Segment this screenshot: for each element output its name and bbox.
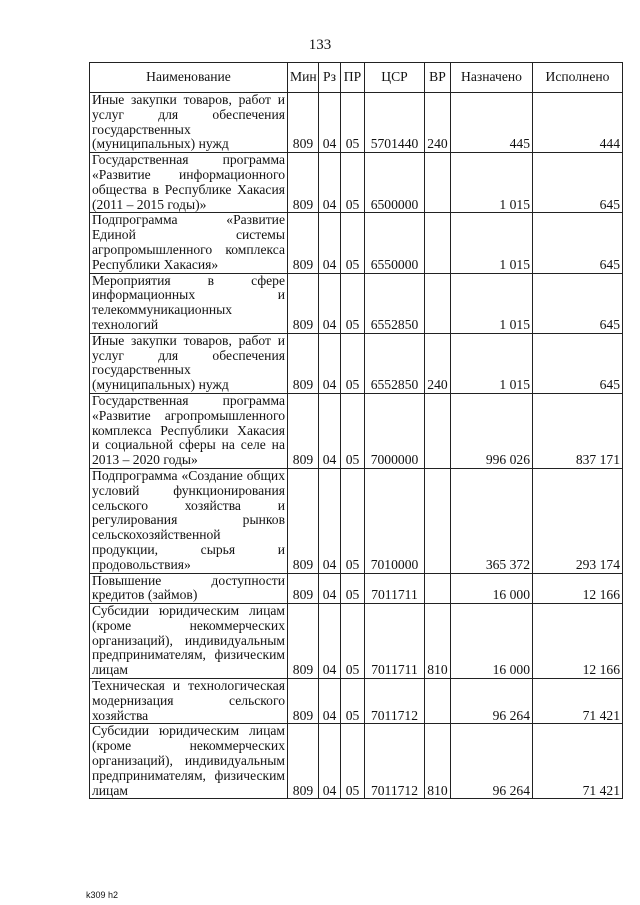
row-assigned: 1 015 — [451, 213, 533, 273]
table-row — [90, 393, 623, 468]
table-row — [90, 679, 623, 724]
budget-table — [89, 62, 623, 799]
row-executed: 71 421 — [533, 679, 623, 724]
row-executed: 645 — [533, 213, 623, 273]
row-pr: 05 — [341, 273, 365, 333]
row-csr: 5701440 — [365, 93, 425, 153]
row-assigned: 16 000 — [451, 604, 533, 679]
table-row — [90, 724, 623, 799]
table-row — [90, 604, 623, 679]
row-name: Подпрограмма «Развитие Единой системы агропромышленного комплекса Республики Хакасия» — [90, 213, 288, 273]
row-vr — [425, 153, 451, 213]
row-pr: 05 — [341, 93, 365, 153]
row-min: 809 — [288, 724, 319, 799]
row-csr: 6552850 — [365, 273, 425, 333]
row-executed: 12 166 — [533, 604, 623, 679]
table-row — [90, 213, 623, 273]
row-rz: 04 — [319, 273, 341, 333]
table-row — [90, 153, 623, 213]
page-number: 133 — [308, 37, 332, 53]
row-name: Иные закупки товаров, работ и услуг для обеспечения государственных (муниципальных) нужд — [90, 93, 288, 153]
table-row — [90, 573, 623, 604]
row-rz: 04 — [319, 724, 341, 799]
row-name: Иные закупки товаров, работ и услуг для обеспечения государственных (муниципальных) нужд — [90, 333, 288, 393]
header-min: Мин — [288, 63, 319, 93]
row-assigned: 1 015 — [451, 273, 533, 333]
row-executed: 444 — [533, 93, 623, 153]
row-vr — [425, 393, 451, 468]
row-min: 809 — [288, 679, 319, 724]
row-executed: 293 174 — [533, 468, 623, 573]
table-row — [90, 273, 623, 333]
row-vr: 240 — [425, 333, 451, 393]
table-row — [90, 93, 623, 153]
row-rz: 04 — [319, 333, 341, 393]
row-csr: 7010000 — [365, 468, 425, 573]
row-csr: 6550000 — [365, 213, 425, 273]
row-vr — [425, 213, 451, 273]
row-min: 809 — [288, 153, 319, 213]
row-min: 809 — [288, 604, 319, 679]
row-name: Государственная программа «Развитие агропромышленного комплекса Республики Хакасия и социальной сферы на селе на 2013 – 2020 годы» — [90, 393, 288, 468]
row-name: Государственная программа «Развитие информационного общества в Республике Хакасия (2011 – 2015 годы)» — [90, 153, 288, 213]
row-assigned: 1 015 — [451, 153, 533, 213]
header-name: Наименование — [90, 63, 288, 93]
table-header-row — [90, 63, 623, 93]
row-csr: 7011712 — [365, 724, 425, 799]
row-vr — [425, 573, 451, 604]
row-min: 809 — [288, 213, 319, 273]
row-pr: 05 — [341, 604, 365, 679]
row-csr: 6552850 — [365, 333, 425, 393]
row-csr: 6500000 — [365, 153, 425, 213]
row-rz: 04 — [319, 153, 341, 213]
row-pr: 05 — [341, 573, 365, 604]
row-assigned: 16 000 — [451, 573, 533, 604]
row-rz: 04 — [319, 679, 341, 724]
row-name: Субсидии юридическим лицам (кроме некоммерческих организаций), индивидуальным предпринимателям, физическим лицам — [90, 604, 288, 679]
row-pr: 05 — [341, 393, 365, 468]
row-name: Повышение доступности кредитов (займов) — [90, 573, 288, 604]
row-csr: 7011712 — [365, 679, 425, 724]
row-rz: 04 — [319, 393, 341, 468]
row-vr — [425, 679, 451, 724]
row-assigned: 445 — [451, 93, 533, 153]
header-vr: ВР — [425, 63, 451, 93]
row-csr: 7011711 — [365, 573, 425, 604]
row-rz: 04 — [319, 604, 341, 679]
row-name: Подпрограмма «Создание общих условий функционирования сельского хозяйства и регулирования рынков сельскохозяйственной продукции, сырья и продовольствия» — [90, 468, 288, 573]
row-vr: 240 — [425, 93, 451, 153]
header-csr: ЦСР — [365, 63, 425, 93]
row-min: 809 — [288, 468, 319, 573]
row-pr: 05 — [341, 333, 365, 393]
header-rz: Рз — [319, 63, 341, 93]
row-min: 809 — [288, 273, 319, 333]
footer-code: k309 h2 — [86, 890, 119, 900]
row-executed: 837 171 — [533, 393, 623, 468]
row-rz: 04 — [319, 573, 341, 604]
row-executed: 12 166 — [533, 573, 623, 604]
row-min: 809 — [288, 393, 319, 468]
table-row — [90, 468, 623, 573]
row-pr: 05 — [341, 468, 365, 573]
header-assigned: Назначено — [451, 63, 533, 93]
row-vr: 810 — [425, 604, 451, 679]
row-pr: 05 — [341, 679, 365, 724]
row-min: 809 — [288, 573, 319, 604]
row-pr: 05 — [341, 153, 365, 213]
row-name: Техническая и технологическая модернизация сельского хозяйства — [90, 679, 288, 724]
row-assigned: 96 264 — [451, 679, 533, 724]
table-row — [90, 333, 623, 393]
row-assigned: 1 015 — [451, 333, 533, 393]
header-pr: ПР — [341, 63, 365, 93]
row-pr: 05 — [341, 724, 365, 799]
row-executed: 645 — [533, 333, 623, 393]
row-executed: 645 — [533, 153, 623, 213]
row-rz: 04 — [319, 213, 341, 273]
row-rz: 04 — [319, 468, 341, 573]
row-csr: 7000000 — [365, 393, 425, 468]
row-min: 809 — [288, 93, 319, 153]
row-executed: 71 421 — [533, 724, 623, 799]
header-executed: Исполнено — [533, 63, 623, 93]
row-rz: 04 — [319, 93, 341, 153]
row-executed: 645 — [533, 273, 623, 333]
row-assigned: 96 264 — [451, 724, 533, 799]
row-csr: 7011711 — [365, 604, 425, 679]
row-vr: 810 — [425, 724, 451, 799]
table-body — [90, 93, 623, 799]
row-assigned: 365 372 — [451, 468, 533, 573]
row-pr: 05 — [341, 213, 365, 273]
row-vr — [425, 273, 451, 333]
row-name: Субсидии юридическим лицам (кроме некоммерческих организаций), индивидуальным предпринимателям, физическим лицам — [90, 724, 288, 799]
row-min: 809 — [288, 333, 319, 393]
row-assigned: 996 026 — [451, 393, 533, 468]
row-vr — [425, 468, 451, 573]
row-name: Мероприятия в сфере информационных и телекоммуникационных технологий — [90, 273, 288, 333]
